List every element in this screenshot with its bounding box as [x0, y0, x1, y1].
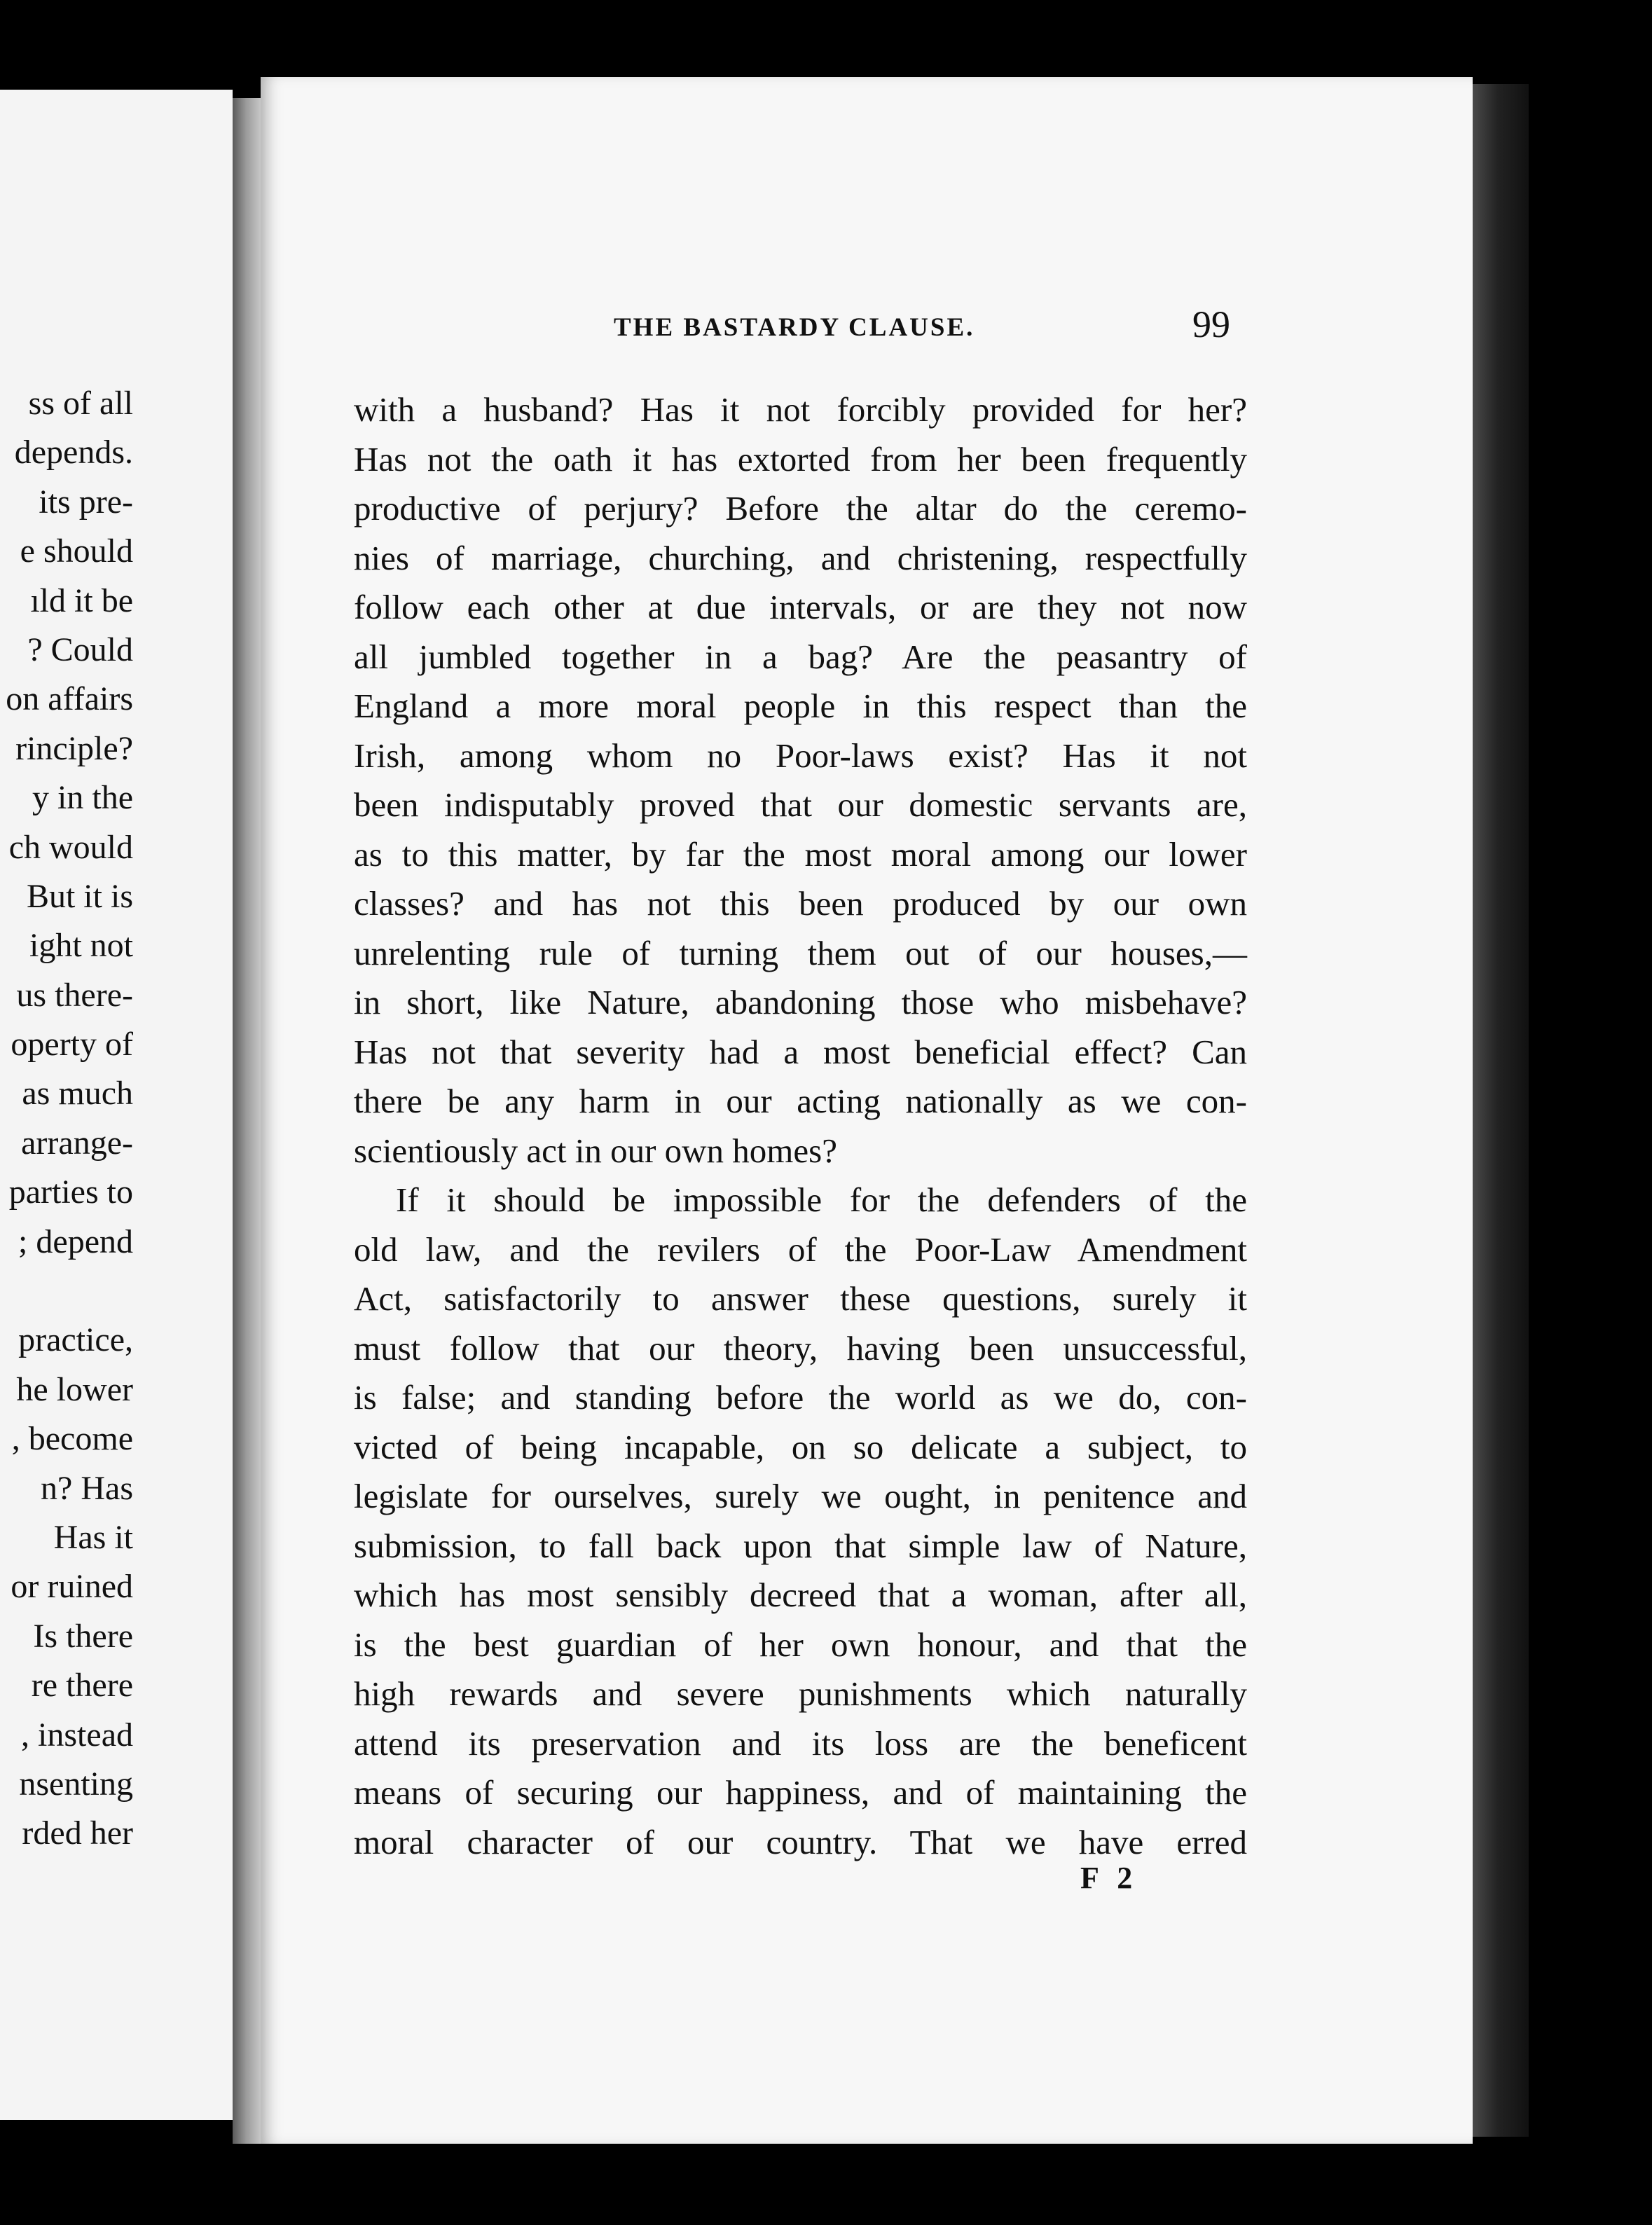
text-line: depends.	[14, 434, 133, 471]
text-line: operty of	[11, 1026, 133, 1063]
text-line: which has most sensibly decreed that a woman, after all,	[354, 1576, 1247, 1614]
text-line: England a more moral people in this respect than the	[354, 687, 1247, 725]
text-line: as much	[22, 1075, 133, 1112]
text-line: Act, satisfactorily to answer these questions, surely it	[354, 1279, 1247, 1318]
text-line: on affairs	[6, 680, 133, 718]
text-line: with a husband? Has it not forcibly provided for her?	[354, 390, 1247, 429]
signature-mark: F 2	[1080, 1861, 1138, 1895]
text-line: been indisputably proved that our domestic servants are,	[354, 785, 1247, 824]
text-line: y in the	[32, 779, 133, 817]
right-page-text	[354, 385, 1247, 1867]
text-line: is the best guardian of her own honour, and that the	[354, 1625, 1247, 1664]
text-line: there be any harm in our acting nationally as we con-	[354, 1082, 1247, 1120]
text-line: in short, like Nature, abandoning those who misbehave?	[354, 983, 1247, 1021]
text-line: parties to	[8, 1173, 133, 1211]
text-line: practice,	[18, 1321, 133, 1359]
running-head: THE BASTARDY CLAUSE.	[614, 313, 975, 342]
left-page-text	[6, 379, 133, 1859]
text-line: ight not	[29, 927, 133, 965]
text-line: classes? and has not this been produced by our own	[354, 884, 1247, 923]
text-line: victed of being incapable, on so delicate a subject, to	[354, 1427, 1247, 1466]
text-line: Irish, among whom no Poor-laws exist? Has it not	[354, 736, 1247, 775]
text-line: e should	[20, 532, 133, 570]
text-line: its pre-	[39, 483, 133, 521]
text-line: But it is	[26, 877, 133, 915]
text-line: re there	[31, 1667, 133, 1704]
text-line: he lower	[16, 1370, 133, 1408]
text-line: productive of perjury? Before the altar do the ceremo-	[354, 489, 1247, 528]
text-line: attend its preservation and its loss are the beneficent	[354, 1723, 1247, 1763]
text-line: , instead	[21, 1716, 133, 1754]
text-line: unrelenting rule of turning them out of our houses,—	[354, 933, 1247, 972]
page-edge	[1473, 84, 1529, 2137]
text-line: moral character of our country. That we have erred	[354, 1822, 1247, 1861]
text-line: legislate for ourselves, surely we ought, in penitence and	[354, 1477, 1247, 1515]
text-line: n? Has	[41, 1469, 133, 1507]
text-line: Has it	[53, 1518, 133, 1556]
text-line: ıld it be	[30, 581, 133, 619]
text-line: ? Could	[27, 631, 133, 668]
text-line: ss of all	[28, 385, 133, 422]
text-line: us there-	[16, 976, 133, 1014]
text-line: scientiously act in our own homes?	[354, 1131, 837, 1170]
text-line: nies of marriage, churching, and christening, respectfully	[354, 538, 1247, 577]
text-line: Is there	[33, 1617, 133, 1655]
text-line: must follow that our theory, having been unsuccessful,	[354, 1328, 1247, 1368]
text-line: rded her	[22, 1814, 133, 1852]
text-line: follow each other at due intervals, or are they not now	[354, 588, 1247, 626]
text-line: all jumbled together in a bag? Are the peasantry of	[354, 637, 1247, 676]
text-line: ; depend	[18, 1222, 133, 1260]
text-line: means of securing our happiness, and of maintaining the	[354, 1773, 1247, 1812]
text-line: rinciple?	[15, 729, 133, 767]
text-line: If it should be impossible for the defenders of the	[396, 1180, 1247, 1219]
text-line: as to this matter, by far the most moral among our lower	[354, 834, 1247, 874]
text-line: nsenting	[19, 1765, 133, 1803]
text-line: or ruined	[11, 1568, 133, 1606]
text-line: Has not the oath it has extorted from her been frequently	[354, 439, 1247, 478]
text-line: old law, and the revilers of the Poor-Law Amendment	[354, 1229, 1247, 1269]
text-line: Has not that severity had a most beneficial effect? Can	[354, 1032, 1247, 1071]
left-page	[0, 90, 233, 2120]
text-line: submission, to fall back upon that simple law of Nature,	[354, 1526, 1247, 1565]
text-line: arrange-	[21, 1124, 133, 1162]
page-number: 99	[1192, 303, 1230, 345]
text-line: ch would	[8, 828, 133, 866]
text-line: is false; and standing before the world as we do, con-	[354, 1378, 1247, 1417]
text-line: , become	[11, 1420, 133, 1458]
text-line	[6, 1267, 133, 1316]
text-line: high rewards and severe punishments which naturally	[354, 1674, 1247, 1713]
